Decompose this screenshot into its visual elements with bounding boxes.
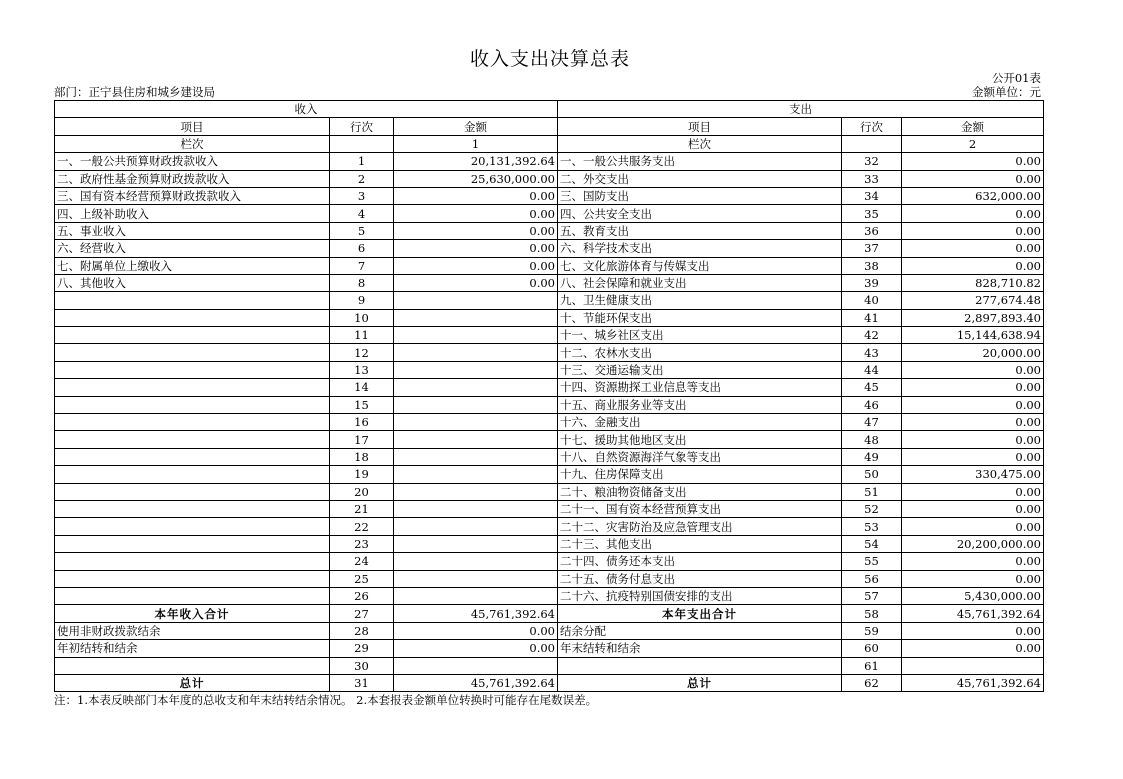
expense-amount-cell: 0.00 — [902, 257, 1044, 274]
income-amount-cell — [394, 431, 558, 448]
expense-column-index-blank — [842, 135, 902, 152]
expense-item-cell: 十六、金融支出 — [558, 414, 842, 431]
income-amount-cell — [394, 327, 558, 344]
expense-item-cell: 二十二、灾害防治及应急管理支出 — [558, 518, 842, 535]
income-item-cell — [55, 327, 330, 344]
income-item-cell — [55, 587, 330, 604]
income-amount-cell — [394, 500, 558, 517]
income-row-no-cell: 15 — [330, 396, 394, 413]
income-amount-cell: 0.00 — [394, 640, 558, 657]
expense-item-cell: 十一、城乡社区支出 — [558, 327, 842, 344]
income-row-no-cell: 17 — [330, 431, 394, 448]
amount-unit-label: 金额单位：元 — [972, 85, 1041, 99]
income-amount-cell — [394, 396, 558, 413]
income-item-cell — [55, 361, 330, 378]
expense-amount-cell: 0.00 — [902, 414, 1044, 431]
income-amount-cell — [394, 414, 558, 431]
expense-amount-cell: 0.00 — [902, 500, 1044, 517]
table-row — [55, 187, 1044, 204]
income-amount-cell: 0.00 — [394, 205, 558, 222]
table-row — [55, 448, 1044, 465]
expense-amount-cell: 0.00 — [902, 153, 1044, 170]
expense-item-cell: 结余分配 — [558, 622, 842, 639]
table-row — [55, 344, 1044, 361]
expense-amount-cell: 0.00 — [902, 361, 1044, 378]
income-row-no-header: 行次 — [330, 118, 394, 135]
income-amount-cell — [394, 466, 558, 483]
income-row-no-cell: 31 — [330, 674, 394, 691]
expense-item-cell: 十三、交通运输支出 — [558, 361, 842, 378]
income-item-cell — [55, 553, 330, 570]
income-amount-cell — [394, 553, 558, 570]
income-section-header: 收入 — [55, 101, 558, 118]
income-item-cell: 八、其他收入 — [55, 274, 330, 291]
expense-row-no-cell: 47 — [842, 414, 902, 431]
income-row-no-cell: 30 — [330, 657, 394, 674]
income-item-cell — [55, 570, 330, 587]
table-row — [55, 622, 1044, 639]
expense-item-cell: 二十四、债务还本支出 — [558, 553, 842, 570]
expense-item-cell: 十二、农林水支出 — [558, 344, 842, 361]
income-row-no-cell: 5 — [330, 222, 394, 239]
expense-item-cell: 七、文化旅游体育与传媒支出 — [558, 257, 842, 274]
income-amount-cell: 0.00 — [394, 274, 558, 291]
income-item-cell — [55, 396, 330, 413]
expense-amount-cell: 277,674.48 — [902, 292, 1044, 309]
expense-row-no-cell: 50 — [842, 466, 902, 483]
income-item-cell — [55, 466, 330, 483]
expense-item-cell: 本年支出合计 — [558, 605, 842, 622]
income-row-no-cell: 8 — [330, 274, 394, 291]
income-row-no-cell: 27 — [330, 605, 394, 622]
table-row — [55, 587, 1044, 604]
expense-row-no-cell: 58 — [842, 605, 902, 622]
income-row-no-cell: 6 — [330, 240, 394, 257]
income-item-cell — [55, 344, 330, 361]
report-title: 收入支出决算总表 — [469, 48, 630, 70]
footnote: 注：1.本表反映部门本年度的总收支和年末结转结余情况。 2.本套报表金额单位转换时可能存在尾数误差。 — [54, 693, 598, 707]
column-index-row — [55, 135, 1044, 152]
expense-row-no-cell: 55 — [842, 553, 902, 570]
expense-row-no-cell: 42 — [842, 327, 902, 344]
income-amount-cell: 0.00 — [394, 622, 558, 639]
expense-amount-cell: 0.00 — [902, 396, 1044, 413]
income-item-cell: 五、事业收入 — [55, 222, 330, 239]
column-header-row — [55, 118, 1044, 135]
income-expense-table — [54, 100, 1044, 692]
income-row-no-cell: 9 — [330, 292, 394, 309]
income-amount-cell — [394, 535, 558, 552]
expense-item-cell: 二、外交支出 — [558, 170, 842, 187]
expense-item-cell: 十七、援助其他地区支出 — [558, 431, 842, 448]
expense-row-no-cell: 36 — [842, 222, 902, 239]
table-row — [55, 205, 1044, 222]
table-row — [55, 240, 1044, 257]
department-label: 部门：正宁县住房和城乡建设局 — [54, 85, 215, 99]
expense-row-no-cell: 34 — [842, 187, 902, 204]
income-amount-cell: 0.00 — [394, 222, 558, 239]
table-row — [55, 170, 1044, 187]
income-item-cell: 总计 — [55, 674, 330, 691]
income-row-no-cell: 24 — [330, 553, 394, 570]
table-row — [55, 396, 1044, 413]
expense-item-cell: 二十五、债务付息支出 — [558, 570, 842, 587]
expense-row-no-cell: 54 — [842, 535, 902, 552]
income-amount-cell — [394, 361, 558, 378]
income-amount-cell — [394, 309, 558, 326]
income-row-no-cell: 23 — [330, 535, 394, 552]
expense-amount-cell: 0.00 — [902, 483, 1044, 500]
income-item-cell: 六、经营收入 — [55, 240, 330, 257]
table-row — [55, 431, 1044, 448]
income-row-no-cell: 14 — [330, 379, 394, 396]
expense-row-no-cell: 59 — [842, 622, 902, 639]
expense-row-no-cell: 32 — [842, 153, 902, 170]
expense-row-no-cell: 51 — [842, 483, 902, 500]
income-item-cell: 一、一般公共预算财政拨款收入 — [55, 153, 330, 170]
income-item-cell — [55, 657, 330, 674]
section-header-row — [55, 101, 1044, 118]
income-amount-cell: 20,131,392.64 — [394, 153, 558, 170]
expense-row-no-cell: 37 — [842, 240, 902, 257]
income-row-no-cell: 19 — [330, 466, 394, 483]
expense-amount-cell: 20,200,000.00 — [902, 535, 1044, 552]
income-row-no-cell: 16 — [330, 414, 394, 431]
expense-row-no-cell: 56 — [842, 570, 902, 587]
income-amount-cell — [394, 587, 558, 604]
income-row-no-cell: 22 — [330, 518, 394, 535]
income-row-no-cell: 4 — [330, 205, 394, 222]
income-row-no-cell: 21 — [330, 500, 394, 517]
expense-item-cell: 二十、粮油物资储备支出 — [558, 483, 842, 500]
income-item-header: 项目 — [55, 118, 330, 135]
table-row — [55, 379, 1044, 396]
expense-amount-cell: 0.00 — [902, 553, 1044, 570]
expense-item-cell: 二十六、抗疫特别国债安排的支出 — [558, 587, 842, 604]
income-item-cell — [55, 431, 330, 448]
table-row — [55, 466, 1044, 483]
income-amount-cell: 25,630,000.00 — [394, 170, 558, 187]
expense-item-cell: 二十一、国有资本经营预算支出 — [558, 500, 842, 517]
income-item-cell: 使用非财政拨款结余 — [55, 622, 330, 639]
table-row — [55, 222, 1044, 239]
expense-item-cell: 八、社会保障和就业支出 — [558, 274, 842, 291]
expense-item-cell: 六、科学技术支出 — [558, 240, 842, 257]
expense-amount-header: 金额 — [902, 118, 1044, 135]
expense-row-no-cell: 38 — [842, 257, 902, 274]
expense-row-no-cell: 44 — [842, 361, 902, 378]
income-row-no-cell: 10 — [330, 309, 394, 326]
table-row — [55, 274, 1044, 291]
expense-amount-cell: 45,761,392.64 — [902, 605, 1044, 622]
income-item-cell — [55, 483, 330, 500]
income-amount-cell: 0.00 — [394, 240, 558, 257]
table-row — [55, 327, 1044, 344]
expense-amount-cell: 0.00 — [902, 170, 1044, 187]
expense-item-cell: 五、教育支出 — [558, 222, 842, 239]
expense-row-no-cell: 60 — [842, 640, 902, 657]
income-row-no-cell: 2 — [330, 170, 394, 187]
form-number: 公开01表 — [991, 71, 1041, 85]
expense-row-no-cell: 48 — [842, 431, 902, 448]
expense-amount-cell: 828,710.82 — [902, 274, 1044, 291]
income-amount-cell — [394, 570, 558, 587]
income-amount-cell — [394, 657, 558, 674]
expense-amount-cell: 0.00 — [902, 379, 1044, 396]
expense-amount-cell: 632,000.00 — [902, 187, 1044, 204]
expense-row-no-cell: 39 — [842, 274, 902, 291]
expense-row-no-cell: 40 — [842, 292, 902, 309]
income-row-no-cell: 25 — [330, 570, 394, 587]
income-item-cell — [55, 500, 330, 517]
income-column-index-label: 栏次 — [55, 135, 330, 152]
income-row-no-cell: 20 — [330, 483, 394, 500]
income-amount-cell — [394, 292, 558, 309]
income-amount-cell — [394, 379, 558, 396]
income-row-no-cell: 28 — [330, 622, 394, 639]
table-row — [55, 640, 1044, 657]
expense-column-index: 2 — [902, 135, 1044, 152]
expense-amount-cell: 15,144,638.94 — [902, 327, 1044, 344]
expense-amount-cell: 45,761,392.64 — [902, 674, 1044, 691]
expense-amount-cell: 0.00 — [902, 622, 1044, 639]
expense-amount-cell: 2,897,893.40 — [902, 309, 1044, 326]
expense-amount-cell: 0.00 — [902, 240, 1044, 257]
expense-item-cell: 一、一般公共服务支出 — [558, 153, 842, 170]
expense-amount-cell — [902, 657, 1044, 674]
expense-row-no-cell: 43 — [842, 344, 902, 361]
expense-item-cell: 十五、商业服务业等支出 — [558, 396, 842, 413]
table-row — [55, 518, 1044, 535]
expense-row-no-cell: 62 — [842, 674, 902, 691]
table-row — [55, 570, 1044, 587]
expense-amount-cell: 5,430,000.00 — [902, 587, 1044, 604]
income-item-cell: 本年收入合计 — [55, 605, 330, 622]
expense-amount-cell: 330,475.00 — [902, 466, 1044, 483]
income-amount-cell — [394, 448, 558, 465]
income-row-no-cell: 29 — [330, 640, 394, 657]
expense-row-no-cell: 45 — [842, 379, 902, 396]
expense-amount-cell: 0.00 — [902, 640, 1044, 657]
income-amount-cell: 45,761,392.64 — [394, 605, 558, 622]
expense-amount-cell: 0.00 — [902, 518, 1044, 535]
expense-row-no-cell: 57 — [842, 587, 902, 604]
expense-item-cell — [558, 657, 842, 674]
expense-amount-cell: 0.00 — [902, 205, 1044, 222]
expense-row-no-cell: 49 — [842, 448, 902, 465]
table-row — [55, 153, 1044, 170]
expense-amount-cell: 0.00 — [902, 570, 1044, 587]
table-row — [55, 414, 1044, 431]
income-row-no-cell: 3 — [330, 187, 394, 204]
expense-item-cell: 总计 — [558, 674, 842, 691]
income-row-no-cell: 11 — [330, 327, 394, 344]
table-row — [55, 483, 1044, 500]
expense-item-cell: 三、国防支出 — [558, 187, 842, 204]
income-amount-cell: 0.00 — [394, 257, 558, 274]
income-amount-cell — [394, 344, 558, 361]
expense-row-no-cell: 53 — [842, 518, 902, 535]
expense-item-cell: 年末结转和结余 — [558, 640, 842, 657]
income-row-no-cell: 26 — [330, 587, 394, 604]
expense-section-header: 支出 — [558, 101, 1044, 118]
income-amount-cell: 45,761,392.64 — [394, 674, 558, 691]
income-item-cell: 七、附属单位上缴收入 — [55, 257, 330, 274]
income-item-cell — [55, 414, 330, 431]
income-item-cell: 二、政府性基金预算财政拨款收入 — [55, 170, 330, 187]
expense-row-no-cell: 52 — [842, 500, 902, 517]
table-row — [55, 553, 1044, 570]
expense-item-cell: 十、节能环保支出 — [558, 309, 842, 326]
table-row — [55, 309, 1044, 326]
table-row — [55, 605, 1044, 622]
income-amount-cell: 0.00 — [394, 187, 558, 204]
income-amount-header: 金额 — [394, 118, 558, 135]
income-item-cell — [55, 379, 330, 396]
income-amount-cell — [394, 518, 558, 535]
expense-row-no-cell: 61 — [842, 657, 902, 674]
income-amount-cell — [394, 483, 558, 500]
income-row-no-cell: 7 — [330, 257, 394, 274]
expense-item-cell: 四、公共安全支出 — [558, 205, 842, 222]
table-row — [55, 361, 1044, 378]
expense-amount-cell: 0.00 — [902, 431, 1044, 448]
income-item-cell: 年初结转和结余 — [55, 640, 330, 657]
income-row-no-cell: 18 — [330, 448, 394, 465]
table-row — [55, 535, 1044, 552]
income-row-no-cell: 13 — [330, 361, 394, 378]
expense-item-cell: 十九、住房保障支出 — [558, 466, 842, 483]
table-row — [55, 674, 1044, 691]
expense-item-cell: 二十三、其他支出 — [558, 535, 842, 552]
expense-row-no-cell: 35 — [842, 205, 902, 222]
income-column-index-blank — [330, 135, 394, 152]
table-row — [55, 292, 1044, 309]
income-item-cell — [55, 309, 330, 326]
income-item-cell — [55, 518, 330, 535]
expense-amount-cell: 0.00 — [902, 222, 1044, 239]
expense-column-index-label: 栏次 — [558, 135, 842, 152]
table-row — [55, 500, 1044, 517]
income-item-cell — [55, 448, 330, 465]
expense-item-cell: 十四、资源勘探工业信息等支出 — [558, 379, 842, 396]
expense-row-no-cell: 33 — [842, 170, 902, 187]
table-row — [55, 657, 1044, 674]
expense-item-cell: 九、卫生健康支出 — [558, 292, 842, 309]
table-row — [55, 257, 1044, 274]
income-item-cell: 四、上级补助收入 — [55, 205, 330, 222]
expense-row-no-cell: 46 — [842, 396, 902, 413]
expense-row-no-header: 行次 — [842, 118, 902, 135]
expense-item-header: 项目 — [558, 118, 842, 135]
income-item-cell — [55, 535, 330, 552]
income-row-no-cell: 12 — [330, 344, 394, 361]
income-row-no-cell: 1 — [330, 153, 394, 170]
income-item-cell: 三、国有资本经营预算财政拨款收入 — [55, 187, 330, 204]
income-column-index: 1 — [394, 135, 558, 152]
expense-item-cell: 十八、自然资源海洋气象等支出 — [558, 448, 842, 465]
expense-amount-cell: 20,000.00 — [902, 344, 1044, 361]
expense-amount-cell: 0.00 — [902, 448, 1044, 465]
income-item-cell — [55, 292, 330, 309]
expense-row-no-cell: 41 — [842, 309, 902, 326]
